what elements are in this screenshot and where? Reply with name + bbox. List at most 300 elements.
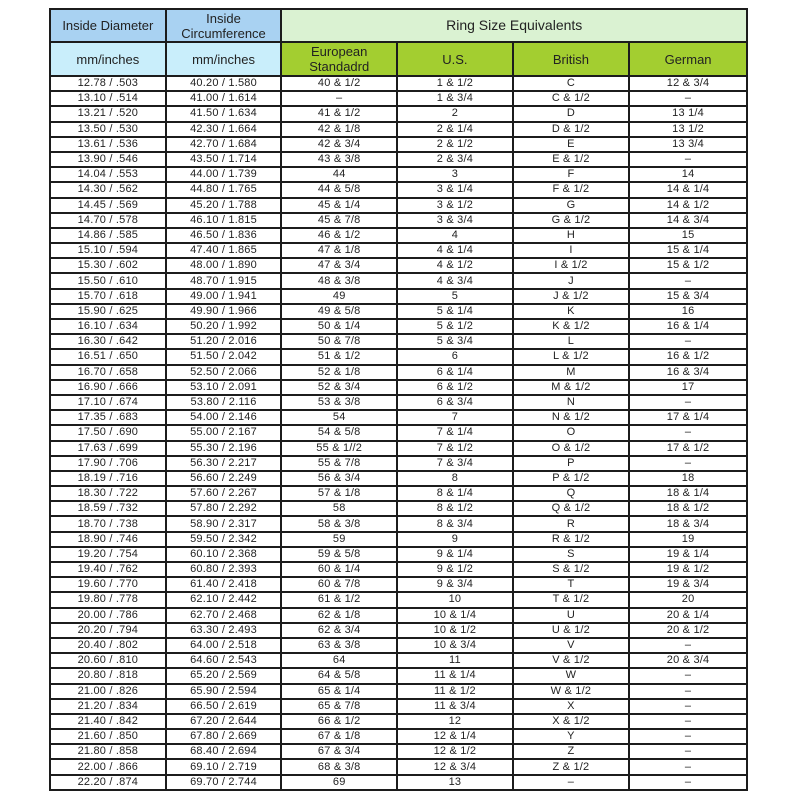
cell-us-size: 6 & 1/4 [397, 365, 513, 380]
table-header [50, 9, 747, 76]
cell-british-size: J & 1/2 [513, 289, 629, 304]
cell-british-size: U & 1/2 [513, 623, 629, 638]
cell-inside-circumference-mm-inches: 55.30 / 2.196 [166, 441, 282, 456]
cell-inside-diameter-mm-inches: 15.90 / .625 [50, 304, 166, 319]
cell-us-size: 2 & 3/4 [397, 152, 513, 167]
cell-us-size: 3 [397, 167, 513, 182]
cell-inside-diameter-mm-inches: 16.90 / .666 [50, 380, 166, 395]
cell-us-size: 12 & 1/2 [397, 744, 513, 759]
cell-us-size: 10 [397, 592, 513, 607]
table-row [50, 592, 747, 607]
cell-european-standard-size: 45 & 1/4 [281, 198, 397, 213]
cell-us-size: 3 & 1/2 [397, 198, 513, 213]
cell-inside-diameter-mm-inches: 20.60 / .810 [50, 653, 166, 668]
cell-inside-circumference-mm-inches: 53.80 / 2.116 [166, 395, 282, 410]
cell-inside-diameter-mm-inches: 13.21 / .520 [50, 106, 166, 121]
cell-german-size: 19 & 1/4 [629, 547, 747, 562]
cell-european-standard-size: 52 & 1/8 [281, 365, 397, 380]
cell-european-standard-size: 60 & 7/8 [281, 577, 397, 592]
cell-us-size: 7 [397, 410, 513, 425]
cell-german-size: 15 & 3/4 [629, 289, 747, 304]
table-row [50, 684, 747, 699]
cell-british-size: F & 1/2 [513, 182, 629, 197]
ring-size-table [49, 8, 748, 791]
cell-german-size: – [629, 744, 747, 759]
cell-us-size: 9 & 3/4 [397, 577, 513, 592]
cell-us-size: 11 & 1/2 [397, 684, 513, 699]
cell-british-size: E [513, 137, 629, 152]
cell-inside-diameter-mm-inches: 19.40 / .762 [50, 562, 166, 577]
cell-inside-circumference-mm-inches: 41.00 / 1.614 [166, 91, 282, 106]
column-header-diameter-mm-inches: mm/inches [50, 42, 166, 76]
cell-inside-diameter-mm-inches: 18.70 / .738 [50, 516, 166, 531]
column-header-us: U.S. [397, 42, 513, 76]
table-row [50, 273, 747, 288]
cell-european-standard-size: 50 & 1/4 [281, 319, 397, 334]
cell-european-standard-size: 58 [281, 501, 397, 516]
cell-inside-circumference-mm-inches: 67.80 / 2.669 [166, 729, 282, 744]
cell-british-size: V [513, 638, 629, 653]
column-header-circumference-mm-inches: mm/inches [166, 42, 282, 76]
cell-european-standard-size: 59 & 5/8 [281, 547, 397, 562]
cell-british-size: V & 1/2 [513, 653, 629, 668]
cell-german-size: 15 & 1/2 [629, 258, 747, 273]
cell-british-size: P [513, 456, 629, 471]
cell-us-size: 4 & 3/4 [397, 273, 513, 288]
cell-inside-circumference-mm-inches: 55.00 / 2.167 [166, 425, 282, 440]
cell-inside-circumference-mm-inches: 49.00 / 1.941 [166, 289, 282, 304]
cell-inside-circumference-mm-inches: 46.10 / 1.815 [166, 213, 282, 228]
cell-inside-diameter-mm-inches: 14.30 / .562 [50, 182, 166, 197]
cell-british-size: M & 1/2 [513, 380, 629, 395]
cell-british-size: S [513, 547, 629, 562]
table-row [50, 304, 747, 319]
cell-british-size: K [513, 304, 629, 319]
cell-inside-circumference-mm-inches: 64.00 / 2.518 [166, 638, 282, 653]
cell-us-size: 1 & 3/4 [397, 91, 513, 106]
cell-us-size: 5 & 3/4 [397, 334, 513, 349]
cell-european-standard-size: 52 & 3/4 [281, 380, 397, 395]
table-row [50, 653, 747, 668]
table-row [50, 501, 747, 516]
table-row [50, 516, 747, 531]
cell-inside-diameter-mm-inches: 20.20 / .794 [50, 623, 166, 638]
cell-european-standard-size: 56 & 3/4 [281, 471, 397, 486]
cell-german-size: – [629, 334, 747, 349]
cell-inside-diameter-mm-inches: 13.90 / .546 [50, 152, 166, 167]
cell-british-size: I & 1/2 [513, 258, 629, 273]
cell-inside-circumference-mm-inches: 65.90 / 2.594 [166, 684, 282, 699]
table-row [50, 182, 747, 197]
cell-british-size: D [513, 106, 629, 121]
table-body [50, 76, 747, 790]
cell-inside-diameter-mm-inches: 15.10 / .594 [50, 243, 166, 258]
cell-inside-circumference-mm-inches: 50.20 / 1.992 [166, 319, 282, 334]
column-header-row [50, 42, 747, 76]
table-row [50, 410, 747, 425]
cell-inside-diameter-mm-inches: 17.50 / .690 [50, 425, 166, 440]
cell-european-standard-size: 55 & 1//2 [281, 441, 397, 456]
cell-british-size: N & 1/2 [513, 410, 629, 425]
cell-german-size: 17 & 1/2 [629, 441, 747, 456]
cell-us-size: 9 & 1/4 [397, 547, 513, 562]
cell-german-size: 17 [629, 380, 747, 395]
cell-british-size: X [513, 699, 629, 714]
cell-inside-diameter-mm-inches: 14.86 / .585 [50, 228, 166, 243]
cell-us-size: 6 & 3/4 [397, 395, 513, 410]
cell-british-size: R & 1/2 [513, 532, 629, 547]
cell-european-standard-size: 45 & 7/8 [281, 213, 397, 228]
cell-british-size: G & 1/2 [513, 213, 629, 228]
cell-british-size: O [513, 425, 629, 440]
cell-inside-circumference-mm-inches: 66.50 / 2.619 [166, 699, 282, 714]
cell-inside-diameter-mm-inches: 21.20 / .834 [50, 699, 166, 714]
cell-european-standard-size: 65 & 1/4 [281, 684, 397, 699]
cell-british-size: O & 1/2 [513, 441, 629, 456]
cell-european-standard-size: 42 & 3/4 [281, 137, 397, 152]
cell-inside-diameter-mm-inches: 20.40 / .802 [50, 638, 166, 653]
cell-british-size: H [513, 228, 629, 243]
cell-us-size: 5 [397, 289, 513, 304]
cell-us-size: 2 [397, 106, 513, 121]
cell-inside-circumference-mm-inches: 46.50 / 1.836 [166, 228, 282, 243]
cell-british-size: Y [513, 729, 629, 744]
cell-inside-diameter-mm-inches: 16.70 / .658 [50, 365, 166, 380]
cell-inside-circumference-mm-inches: 49.90 / 1.966 [166, 304, 282, 319]
cell-us-size: 8 [397, 471, 513, 486]
cell-inside-circumference-mm-inches: 57.80 / 2.292 [166, 501, 282, 516]
cell-us-size: 6 & 1/2 [397, 380, 513, 395]
cell-inside-diameter-mm-inches: 22.00 / .866 [50, 759, 166, 774]
table-row [50, 395, 747, 410]
cell-inside-diameter-mm-inches: 12.78 / .503 [50, 76, 166, 91]
table-row [50, 349, 747, 364]
cell-german-size: 14 [629, 167, 747, 182]
cell-british-size: W [513, 668, 629, 683]
cell-european-standard-size: 60 & 1/4 [281, 562, 397, 577]
cell-european-standard-size: 46 & 1/2 [281, 228, 397, 243]
cell-inside-diameter-mm-inches: 21.00 / .826 [50, 684, 166, 699]
cell-british-size: G [513, 198, 629, 213]
cell-us-size: 6 [397, 349, 513, 364]
cell-inside-circumference-mm-inches: 48.70 / 1.915 [166, 273, 282, 288]
cell-us-size: 3 & 3/4 [397, 213, 513, 228]
column-header-european-standard: European Standadrd [281, 42, 397, 76]
cell-inside-diameter-mm-inches: 14.45 / .569 [50, 198, 166, 213]
cell-german-size: 13 3/4 [629, 137, 747, 152]
cell-german-size: 16 & 1/2 [629, 349, 747, 364]
cell-inside-circumference-mm-inches: 53.10 / 2.091 [166, 380, 282, 395]
table-row [50, 425, 747, 440]
cell-british-size: Z [513, 744, 629, 759]
cell-german-size: 15 & 1/4 [629, 243, 747, 258]
cell-european-standard-size: 54 [281, 410, 397, 425]
cell-us-size: 7 & 3/4 [397, 456, 513, 471]
table-row [50, 91, 747, 106]
cell-us-size: 7 & 1/4 [397, 425, 513, 440]
cell-inside-circumference-mm-inches: 62.70 / 2.468 [166, 608, 282, 623]
cell-european-standard-size: 67 & 3/4 [281, 744, 397, 759]
cell-european-standard-size: 48 & 3/8 [281, 273, 397, 288]
cell-inside-circumference-mm-inches: 40.20 / 1.580 [166, 76, 282, 91]
cell-inside-diameter-mm-inches: 17.10 / .674 [50, 395, 166, 410]
table-row [50, 441, 747, 456]
cell-us-size: 7 & 1/2 [397, 441, 513, 456]
cell-british-size: T & 1/2 [513, 592, 629, 607]
cell-german-size: – [629, 425, 747, 440]
cell-us-size: 2 & 1/4 [397, 122, 513, 137]
cell-us-size: 5 & 1/4 [397, 304, 513, 319]
cell-british-size: C [513, 76, 629, 91]
cell-german-size: – [629, 668, 747, 683]
cell-inside-diameter-mm-inches: 18.59 / .732 [50, 501, 166, 516]
table-row [50, 775, 747, 790]
cell-inside-circumference-mm-inches: 54.00 / 2.146 [166, 410, 282, 425]
cell-inside-circumference-mm-inches: 56.60 / 2.249 [166, 471, 282, 486]
cell-european-standard-size: 62 & 3/4 [281, 623, 397, 638]
table-row [50, 699, 747, 714]
cell-inside-circumference-mm-inches: 48.00 / 1.890 [166, 258, 282, 273]
cell-german-size: – [629, 775, 747, 790]
cell-european-standard-size: 49 [281, 289, 397, 304]
cell-inside-diameter-mm-inches: 15.30 / .602 [50, 258, 166, 273]
cell-british-size: E & 1/2 [513, 152, 629, 167]
cell-inside-circumference-mm-inches: 45.20 / 1.788 [166, 198, 282, 213]
cell-european-standard-size: 57 & 1/8 [281, 486, 397, 501]
cell-us-size: 8 & 1/4 [397, 486, 513, 501]
group-header-row [50, 9, 747, 42]
cell-inside-circumference-mm-inches: 56.30 / 2.217 [166, 456, 282, 471]
table-row [50, 714, 747, 729]
cell-german-size: – [629, 91, 747, 106]
cell-inside-diameter-mm-inches: 16.30 / .642 [50, 334, 166, 349]
cell-german-size: 20 [629, 592, 747, 607]
cell-inside-circumference-mm-inches: 64.60 / 2.543 [166, 653, 282, 668]
cell-inside-diameter-mm-inches: 20.80 / .818 [50, 668, 166, 683]
cell-european-standard-size: 65 & 7/8 [281, 699, 397, 714]
cell-european-standard-size: 44 [281, 167, 397, 182]
cell-us-size: 4 & 1/2 [397, 258, 513, 273]
cell-us-size: 10 & 1/2 [397, 623, 513, 638]
cell-us-size: 12 & 3/4 [397, 759, 513, 774]
table-row [50, 213, 747, 228]
cell-inside-diameter-mm-inches: 20.00 / .786 [50, 608, 166, 623]
table-row [50, 380, 747, 395]
cell-european-standard-size: 68 & 3/8 [281, 759, 397, 774]
cell-british-size: X & 1/2 [513, 714, 629, 729]
cell-inside-diameter-mm-inches: 21.40 / .842 [50, 714, 166, 729]
header-inside-diameter: Inside Diameter [50, 9, 166, 42]
cell-inside-diameter-mm-inches: 18.19 / .716 [50, 471, 166, 486]
cell-inside-circumference-mm-inches: 60.80 / 2.393 [166, 562, 282, 577]
table-row [50, 334, 747, 349]
cell-inside-diameter-mm-inches: 13.61 / .536 [50, 137, 166, 152]
cell-german-size: 13 1/2 [629, 122, 747, 137]
cell-inside-circumference-mm-inches: 47.40 / 1.865 [166, 243, 282, 258]
cell-inside-circumference-mm-inches: 67.20 / 2.644 [166, 714, 282, 729]
cell-european-standard-size: 50 & 7/8 [281, 334, 397, 349]
cell-inside-circumference-mm-inches: 59.50 / 2.342 [166, 532, 282, 547]
cell-us-size: 4 [397, 228, 513, 243]
cell-inside-circumference-mm-inches: 62.10 / 2.442 [166, 592, 282, 607]
cell-inside-diameter-mm-inches: 19.60 / .770 [50, 577, 166, 592]
table-row [50, 228, 747, 243]
cell-inside-diameter-mm-inches: 15.70 / .618 [50, 289, 166, 304]
cell-european-standard-size: 42 & 1/8 [281, 122, 397, 137]
cell-inside-diameter-mm-inches: 17.35 / .683 [50, 410, 166, 425]
cell-british-size: I [513, 243, 629, 258]
header-inside-circumference: Inside Circumference [166, 9, 282, 42]
cell-british-size: P & 1/2 [513, 471, 629, 486]
cell-german-size: – [629, 714, 747, 729]
cell-german-size: – [629, 684, 747, 699]
cell-inside-circumference-mm-inches: 51.20 / 2.016 [166, 334, 282, 349]
cell-inside-diameter-mm-inches: 16.51 / .650 [50, 349, 166, 364]
cell-us-size: 13 [397, 775, 513, 790]
cell-european-standard-size: 59 [281, 532, 397, 547]
cell-us-size: 3 & 1/4 [397, 182, 513, 197]
cell-inside-diameter-mm-inches: 17.90 / .706 [50, 456, 166, 471]
cell-british-size: U [513, 608, 629, 623]
cell-inside-diameter-mm-inches: 19.20 / .754 [50, 547, 166, 562]
table-row [50, 486, 747, 501]
cell-inside-circumference-mm-inches: 58.90 / 2.317 [166, 516, 282, 531]
cell-european-standard-size: 69 [281, 775, 397, 790]
cell-european-standard-size: 43 & 3/8 [281, 152, 397, 167]
cell-inside-circumference-mm-inches: 41.50 / 1.634 [166, 106, 282, 121]
cell-inside-diameter-mm-inches: 13.10 / .514 [50, 91, 166, 106]
cell-german-size: 16 [629, 304, 747, 319]
table-row [50, 122, 747, 137]
cell-british-size: N [513, 395, 629, 410]
cell-inside-diameter-mm-inches: 14.70 / .578 [50, 213, 166, 228]
table-row [50, 198, 747, 213]
cell-european-standard-size: 58 & 3/8 [281, 516, 397, 531]
cell-german-size: 12 & 3/4 [629, 76, 747, 91]
cell-inside-diameter-mm-inches: 18.90 / .746 [50, 532, 166, 547]
cell-british-size: T [513, 577, 629, 592]
cell-inside-diameter-mm-inches: 13.50 / .530 [50, 122, 166, 137]
table-row [50, 319, 747, 334]
cell-us-size: 9 & 1/2 [397, 562, 513, 577]
cell-inside-circumference-mm-inches: 43.50 / 1.714 [166, 152, 282, 167]
cell-inside-circumference-mm-inches: 69.10 / 2.719 [166, 759, 282, 774]
cell-european-standard-size: 40 & 1/2 [281, 76, 397, 91]
table-row [50, 152, 747, 167]
table-row [50, 471, 747, 486]
cell-german-size: 14 & 1/2 [629, 198, 747, 213]
cell-german-size: 13 1/4 [629, 106, 747, 121]
table-row [50, 638, 747, 653]
cell-inside-circumference-mm-inches: 52.50 / 2.066 [166, 365, 282, 380]
cell-european-standard-size: 41 & 1/2 [281, 106, 397, 121]
cell-european-standard-size: 62 & 1/8 [281, 608, 397, 623]
cell-us-size: 8 & 1/2 [397, 501, 513, 516]
cell-german-size: – [629, 699, 747, 714]
cell-inside-circumference-mm-inches: 60.10 / 2.368 [166, 547, 282, 562]
cell-european-standard-size: 66 & 1/2 [281, 714, 397, 729]
cell-british-size: M [513, 365, 629, 380]
cell-inside-diameter-mm-inches: 21.60 / .850 [50, 729, 166, 744]
header-ring-size-equivalents: Ring Size Equivalents [281, 9, 747, 42]
table-row [50, 608, 747, 623]
cell-us-size: 4 & 1/4 [397, 243, 513, 258]
cell-inside-circumference-mm-inches: 61.40 / 2.418 [166, 577, 282, 592]
cell-us-size: 8 & 3/4 [397, 516, 513, 531]
column-header-german: German [629, 42, 747, 76]
cell-us-size: 10 & 3/4 [397, 638, 513, 653]
cell-british-size: L [513, 334, 629, 349]
cell-inside-circumference-mm-inches: 69.70 / 2.744 [166, 775, 282, 790]
cell-inside-circumference-mm-inches: 63.30 / 2.493 [166, 623, 282, 638]
cell-inside-circumference-mm-inches: 44.80 / 1.765 [166, 182, 282, 197]
cell-british-size: L & 1/2 [513, 349, 629, 364]
cell-german-size: – [629, 759, 747, 774]
cell-german-size: 15 [629, 228, 747, 243]
cell-european-standard-size: 47 & 3/4 [281, 258, 397, 273]
cell-inside-diameter-mm-inches: 18.30 / .722 [50, 486, 166, 501]
cell-british-size: Z & 1/2 [513, 759, 629, 774]
cell-european-standard-size: 63 & 3/8 [281, 638, 397, 653]
table-row [50, 456, 747, 471]
cell-german-size: 19 [629, 532, 747, 547]
cell-british-size: C & 1/2 [513, 91, 629, 106]
cell-british-size: S & 1/2 [513, 562, 629, 577]
cell-german-size: 18 [629, 471, 747, 486]
cell-german-size: 19 & 3/4 [629, 577, 747, 592]
cell-european-standard-size: 54 & 5/8 [281, 425, 397, 440]
cell-european-standard-size: 49 & 5/8 [281, 304, 397, 319]
cell-british-size: W & 1/2 [513, 684, 629, 699]
cell-us-size: 9 [397, 532, 513, 547]
cell-german-size: 16 & 1/4 [629, 319, 747, 334]
cell-inside-circumference-mm-inches: 42.70 / 1.684 [166, 137, 282, 152]
cell-inside-diameter-mm-inches: 16.10 / .634 [50, 319, 166, 334]
cell-inside-diameter-mm-inches: 19.80 / .778 [50, 592, 166, 607]
cell-german-size: 18 & 1/2 [629, 501, 747, 516]
cell-us-size: 5 & 1/2 [397, 319, 513, 334]
cell-british-size: D & 1/2 [513, 122, 629, 137]
cell-german-size: 20 & 1/4 [629, 608, 747, 623]
table-row [50, 577, 747, 592]
cell-inside-diameter-mm-inches: 21.80 / .858 [50, 744, 166, 759]
table-row [50, 106, 747, 121]
table-row [50, 167, 747, 182]
cell-inside-circumference-mm-inches: 51.50 / 2.042 [166, 349, 282, 364]
cell-british-size: – [513, 775, 629, 790]
cell-german-size: – [629, 273, 747, 288]
table-row [50, 365, 747, 380]
table-row [50, 532, 747, 547]
cell-german-size: 14 & 1/4 [629, 182, 747, 197]
table-row [50, 623, 747, 638]
cell-us-size: 1 & 1/2 [397, 76, 513, 91]
table-row [50, 137, 747, 152]
cell-german-size: – [629, 395, 747, 410]
cell-british-size: K & 1/2 [513, 319, 629, 334]
cell-british-size: Q [513, 486, 629, 501]
cell-european-standard-size: 64 [281, 653, 397, 668]
cell-german-size: 20 & 1/2 [629, 623, 747, 638]
cell-inside-circumference-mm-inches: 57.60 / 2.267 [166, 486, 282, 501]
cell-inside-circumference-mm-inches: 68.40 / 2.694 [166, 744, 282, 759]
cell-inside-diameter-mm-inches: 17.63 / .699 [50, 441, 166, 456]
table-row [50, 744, 747, 759]
cell-german-size: – [629, 638, 747, 653]
table-row [50, 729, 747, 744]
cell-british-size: J [513, 273, 629, 288]
cell-german-size: 16 & 3/4 [629, 365, 747, 380]
